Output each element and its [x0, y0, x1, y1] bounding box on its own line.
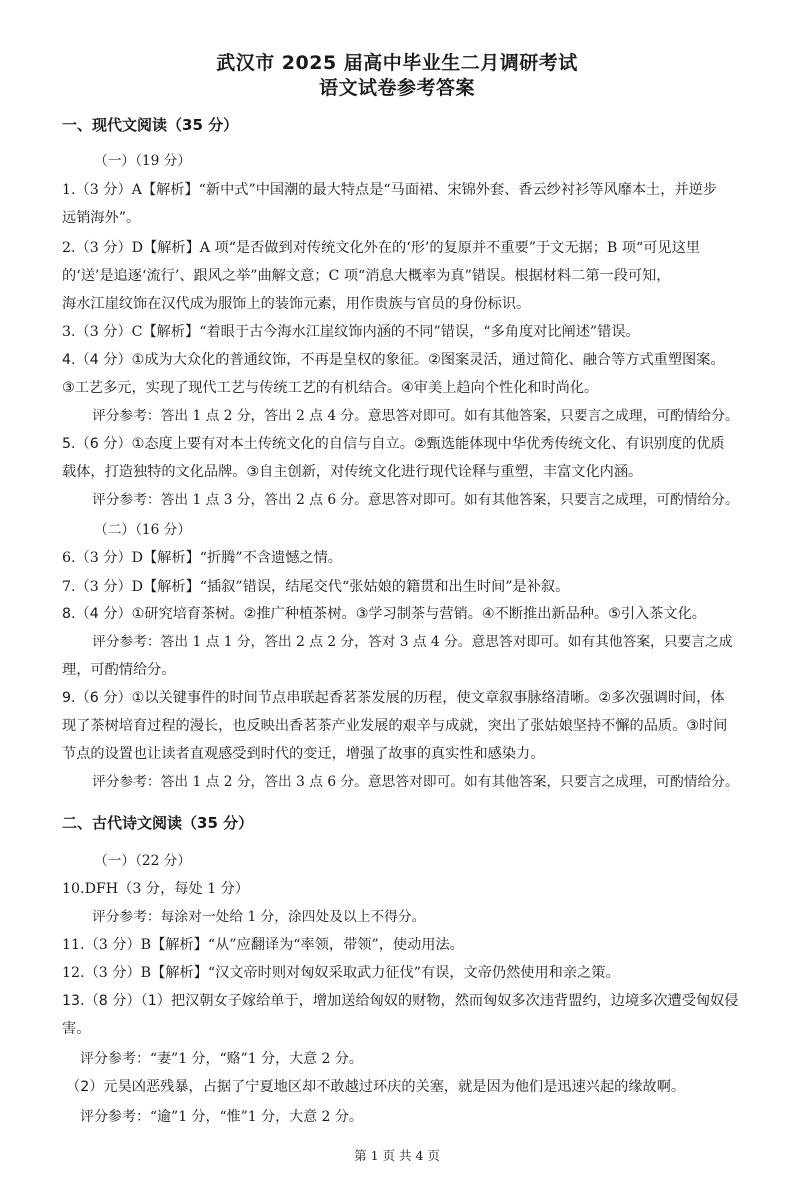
- answer-line: 5.（6 分）①态度上要有对本土传统文化的自信与自立。②甄选能体现中华优秀传统文化、有识别度的优质: [62, 436, 725, 452]
- subsection-heading: （一）（19 分）: [94, 153, 192, 169]
- answer-line: 8.（4 分）①研究培育茶树。②推广种植茶树。③学习制茶与营销。④不断推出新品种。⑤引入茶文化。: [62, 606, 706, 622]
- answer-line: 节点的设置也让读者直观感受到时代的变迁，增强了故事的真实性和感染力。: [62, 746, 545, 762]
- page-subtitle: 语文试卷参考答案: [318, 77, 475, 99]
- answer-line: 3.（3 分）C【解析】“着眼于古今海水江崖纹饰内涵的不同”错误，“多角度对比阐述”错误。: [62, 324, 640, 340]
- scoring-note: 评分参考：每涂对一处给 1 分，涂四处及以上不得分。: [92, 909, 426, 925]
- answer-line: 9.（6 分）①以关键事件的时间节点串联起香茗茶发展的历程，使文章叙事脉络清晰。②多次强调时间，体: [62, 690, 725, 706]
- scoring-note: 评分参考：“逾”1 分，“惟”1 分，大意 2 分。: [80, 1109, 363, 1125]
- answer-line: 10.DFH（3 分，每处 1 分）: [62, 881, 250, 897]
- answer-line: 现了茶树培育过程的漫长，也反映出香茗茶产业发展的艰辛与成就，突出了张姑娘坚持不懈的品质。③时间: [62, 718, 728, 734]
- scoring-note: 评分参考：答出 1 点 2 分，答出 2 点 4 分。意思答对即可。如有其他答案，只要言之成理，可酌情给分。: [92, 408, 739, 424]
- answer-line: 13.（8 分）（1）把汉朝女子嫁给单于，增加送给匈奴的财物，然而匈奴多次违背盟约，边境多次遭受匈奴侵: [62, 993, 739, 1009]
- answer-line: 7.（3 分）D【解析】“插叙”错误，结尾交代“张姑娘的籍贯和出生时间”是补叙。: [62, 579, 570, 595]
- answer-line: 11.（3 分）B【解析】“从”应翻译为“率领，带领”，使动用法。: [62, 937, 464, 953]
- scoring-note: 评分参考：“妻”1 分，“赂”1 分，大意 2 分。: [80, 1051, 363, 1067]
- answer-line: 害。: [62, 1021, 91, 1037]
- answer-line: 6.（3 分）D【解析】“折腾”不含遗憾之情。: [62, 550, 342, 566]
- scoring-note: 评分参考：答出 1 点 3 分，答出 2 点 6 分。意思答对即可。如有其他答案，只要言之成理，可酌情给分。: [92, 492, 739, 508]
- scoring-note: 评分参考：答出 1 点 1 分，答出 2 点 2 分，答对 3 点 4 分。意思答对即可。如有其他答案，只要言之成: [92, 634, 733, 650]
- answer-line: 1.（3 分）A【解析】“新中式”中国潮的最大特点是“马面裙、宋锦外套、香云纱衬衫等风靡本土，并逆步: [62, 182, 717, 198]
- subsection-heading: （二）（16 分）: [94, 522, 192, 538]
- answer-line: ③工艺多元，实现了现代工艺与传统工艺的有机结合。④审美上趋向个性化和时尚化。: [62, 380, 599, 396]
- answer-line: 4.（4 分）①成为大众化的普通纹饰，不再是皇权的象征。②图案灵活，通过简化、融合等方式重塑图案。: [62, 352, 725, 368]
- page-number: 第 1 页 共 4 页: [354, 1148, 440, 1163]
- answer-line: 12.（3 分）B【解析】“汉文帝时则对匈奴采取武力征伐”有误，文帝仍然使用和亲之策。: [62, 965, 620, 981]
- section-heading-classical-reading: 二、古代诗文阅读（35 分）: [62, 814, 254, 832]
- answer-line: 2.（3 分）D【解析】A 项“是否做到对传统文化外在的‘形’的复原并不重要”于文无据；B 项“可见这里: [62, 240, 701, 256]
- answer-line: 远销海外”。: [62, 210, 141, 226]
- answer-line: 海水江崖纹饰在汉代成为服饰上的装饰元素，用作贵族与官员的身份标识。: [62, 296, 531, 312]
- answer-line: 理，可酌情给分。: [62, 662, 176, 678]
- subsection-heading: （一）（22 分）: [94, 853, 192, 869]
- scoring-note: 评分参考：答出 1 点 2 分，答出 3 点 6 分。意思答对即可。如有其他答案，只要言之成理，可酌情给分。: [92, 774, 739, 790]
- answer-line: 载体，打造独特的文化品牌。③自主创新，对传统文化进行现代诠释与重塑，丰富文化内涵。: [62, 464, 643, 480]
- page-title: 武汉市 2025 届高中毕业生二月调研考试: [216, 52, 578, 74]
- answer-line: （2）元昊凶恶残暴，占据了宁夏地区却不敢越过环庆的关塞，就是因为他们是迅速兴起的缘故啊。: [66, 1079, 686, 1095]
- section-heading-modern-reading: 一、现代文阅读（35 分）: [62, 116, 239, 134]
- answer-line: 的‘送’是追逐‘流行’、跟风之举”曲解文意；C 项“消息大概率为真”错误。根据材料二第一段可知，: [62, 268, 671, 284]
